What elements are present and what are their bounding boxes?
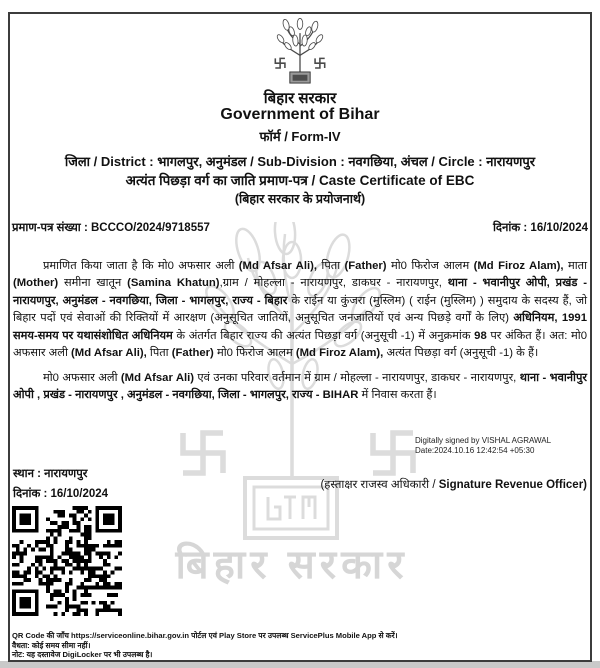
govt-name-hindi: बिहार सरकार bbox=[263, 90, 337, 107]
place-line: स्थान : नारायणपुर bbox=[13, 468, 88, 480]
digital-signature-date: Date:2024.10.16 12:42:54 +05:30 bbox=[415, 446, 535, 455]
govt-name-english: Government of Bihar bbox=[220, 106, 380, 123]
watermark-text: बिहार सरकार bbox=[175, 543, 409, 587]
qr-verification-note: QR Code की जाँच https://serviceonline.bihar.gov.in पोर्टल एवं Play Store पर उपलब्ध ServicePlus Mobile App से करें। bbox=[12, 631, 398, 640]
certificate-title: अत्यंत पिछड़ा वर्ग का जाति प्रमाण-पत्र / Caste Certificate of EBC bbox=[125, 173, 475, 188]
issue-date: दिनांक : 16/10/2024 bbox=[492, 222, 588, 234]
certificate-number: प्रमाण-पत्र संख्या : BCCCO/2024/9718557 bbox=[12, 222, 210, 234]
form-number-line: फॉर्म / Form-IV bbox=[259, 129, 341, 144]
validity-note: वैधता: कोई समय सीमा नहीं। bbox=[12, 640, 91, 650]
purpose-line: (बिहार सरकार के प्रयोजनार्थ) bbox=[234, 192, 366, 206]
certificate-body-paragraph-1: प्रमाणित किया जाता है कि मो0 अफसार अली (Md Afsar Ali), पिता (Father) मो0 फिरोज आलम (Md Firoz Alam), माता (Mother) समीना खातून (Samina Khatun),ग्राम / मोहल्ला - नारायणपुर, डाकघर - नारायणपुर, थाना - भवानीपुर ओपी, प्रखंड - नारायणपुर, अनुमंडल - नवगछिया, जिला - भागलपुर, राज्य - बिहार के राईन या कुंजरा (मुस्लिम) ( राईन (मुस्लिम) ) समुदाय के सदस्य हैं, जो बिहार पदों एवं सेवाओं की रिक्तियों में आरक्षण (अनुसूचित जातियों, अनुसूचित जनजातियों एवं अन्य पिछड़े वर्गों के लिए) अधिनियम, 1991 समय-समय पर यथासंशोधित अधिनियम के अंतर्गत बिहार राज्य की अत्यंत पिछड़ा वर्ग (अनुसूची -1) में अनुक्रमांक 98 पर अंकित हैं। अत: मो0 अफसार अली (Md Afsar Ali), पिता (Father) मो0 फिरोज आलम (Md Firoz Alam), अत्यंत पिछड़ा वर्ग (अनुसूची -1) के हैं। bbox=[13, 260, 588, 360]
digital-signature-name: Digitally signed by VISHAL AGRAWAL bbox=[415, 436, 552, 445]
district-line: जिला / District : भागलपुर, अनुमंडल / Sub-Division : नवगछिया, अंचल / Circle : नारायणपुर bbox=[64, 154, 536, 169]
bihar-emblem-logo bbox=[263, 18, 337, 88]
qr-code bbox=[12, 505, 122, 617]
footer-date-line: दिनांक : 16/10/2024 bbox=[13, 488, 109, 500]
page-edge-strip bbox=[0, 661, 600, 668]
digital-signature-stamp bbox=[415, 436, 551, 456]
digilocker-note: नोट: यह दस्तावेज DigiLocker पर भी उपलब्ध है। bbox=[12, 650, 153, 660]
meta-row bbox=[12, 220, 588, 235]
footer-notes bbox=[12, 631, 582, 660]
certificate-body-paragraph-2: मो0 अफसार अली (Md Afsar Ali) एवं उनका परिवार वर्तमान में ग्राम / मोहल्ला - नारायणपुर, डाकघर - नारायणपुर, थाना - भवानीपुर ओपी , प्रखंड - नारायणपुर , अनुमंडल - नवगछिया, जिला - भागलपुर, राज्य - BIHAR में निवास करता हैं। bbox=[13, 372, 588, 402]
signature-officer-label: (हस्ताक्षर राजस्व अधिकारी / Signature Revenue Officer) bbox=[320, 479, 587, 491]
